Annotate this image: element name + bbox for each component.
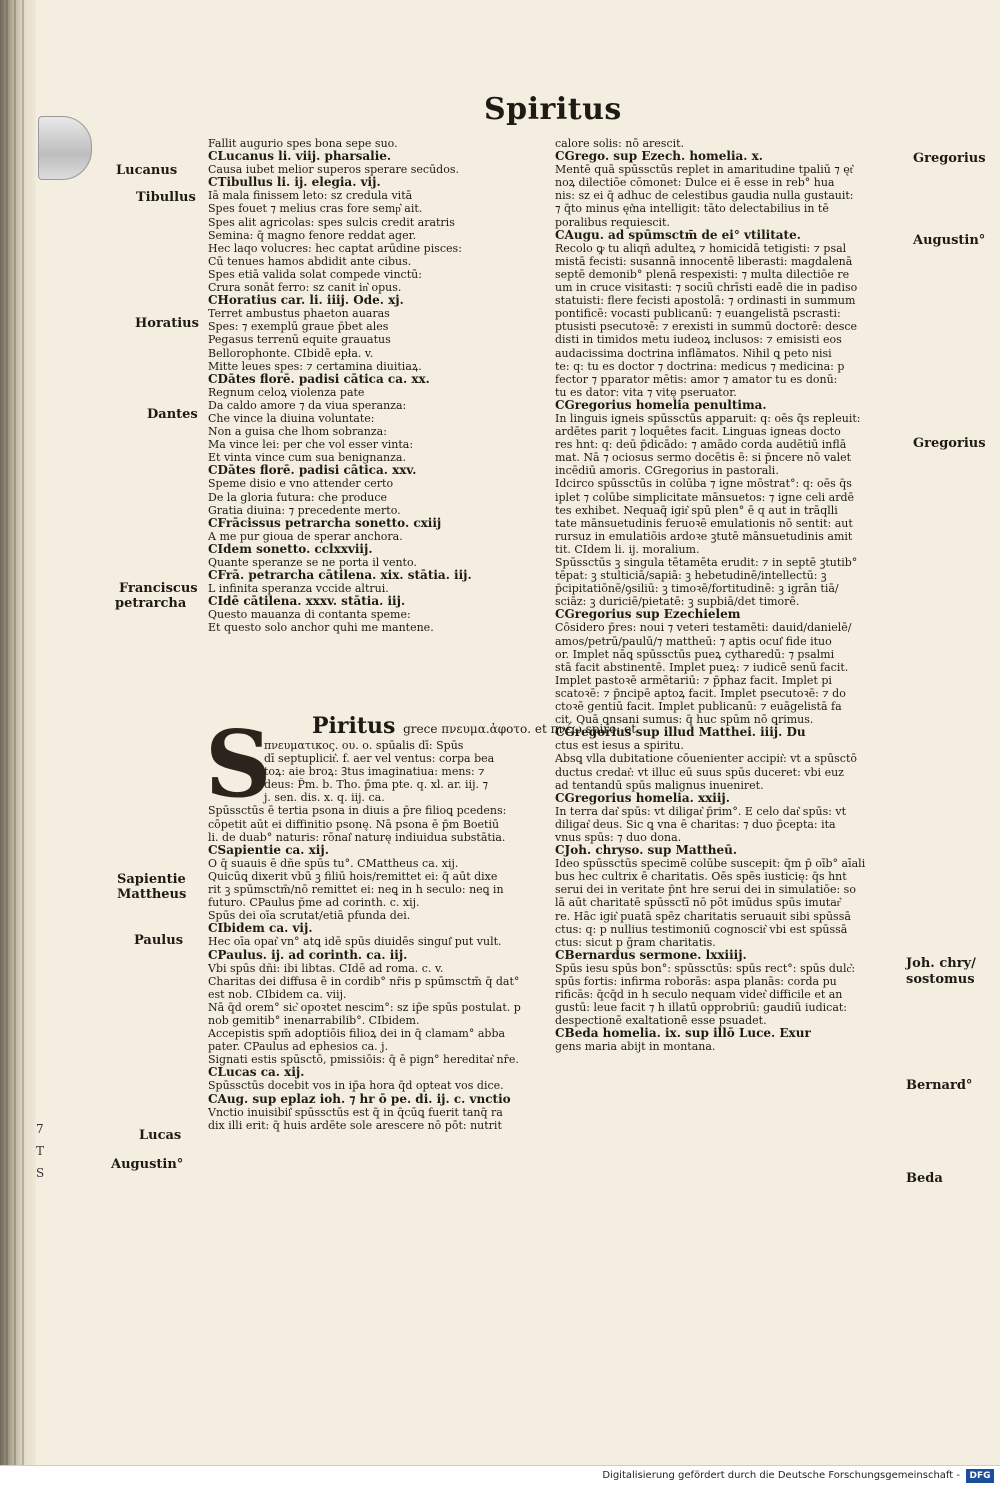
text-line: CIbidem ca. vij.: [208, 922, 313, 936]
text-line: Et questo solo anchor quhi me mantene.: [208, 621, 434, 635]
text-line: Cōsidero p̄res: noui ⁊ veteri testamēti: dauid/danielē/: [555, 621, 852, 635]
text-line: cōpetit aūt ei diffinitio psonę. Nā psona ē p̄m Boetiū: [208, 817, 500, 831]
text-line: tit. CIdem li. ij. moralium.: [555, 542, 700, 556]
text-line: ctus: q: p nullius testimoniū cognoscit͛ vbi est spūssā: [555, 922, 848, 936]
text-line: ductus credat͛: vt illuc eū suus spūs duceret: vbi euz: [555, 765, 844, 779]
text-line: disti in timidos metu iudeoꝝ inclusos: ⁊ emisisti eos: [555, 333, 842, 347]
text-line: ctus: sicut p ḡram charitatis.: [555, 935, 716, 949]
text-line: Crura sonāt ferro: sz canit in͛ opus.: [208, 281, 402, 295]
text-line: Vnctio inuisibil͛ spūssctūs est q̄ in q̄cūꝗ fuerit tanq̄ ra: [208, 1105, 503, 1119]
text-line: Spes: ⁊ exemplū graue p̄bet ales: [208, 320, 389, 334]
text-line: mat. Nā ⁊ ociosus sermo docētis ē: si p̄ncere nō valet: [555, 451, 852, 465]
text-line: est nob. CIbidem ca. viij.: [208, 987, 347, 1001]
text-line: poralibus requiescit.: [555, 215, 670, 229]
text-line: Che vince la diuina voluntate:: [208, 411, 375, 425]
text-line: Fallit augurio spes bona sepe suo.: [208, 137, 398, 150]
text-line: tes exhibet. Nequaq̄ igit͛ spū plen° ē q aut in trāqlli: [555, 503, 838, 517]
text-line: Regnum celoꝝ violenza pate: [208, 385, 365, 399]
margin-note: Beda: [906, 1171, 943, 1186]
text-line: CDātes florē. padisi cātica ca. xx.: [208, 372, 430, 386]
margin-note: Augustin°: [913, 233, 986, 248]
text-line: sciāz: ꝫ duriciē/pietatē: ꝫ supbiā/det timorē.: [555, 595, 800, 609]
text-line: A me pur gioua de sperar anchora.: [208, 529, 403, 543]
text-line: tate mānsuetudinis feruoꝛē emulationis nō sentit: aut: [555, 516, 853, 530]
text-line: CSapientie ca. xij.: [208, 843, 329, 857]
text-line: futuro. CPaulus p̄me ad corinth. c. xij.: [208, 896, 420, 910]
tab-mark: T: [36, 1144, 45, 1158]
text-line: Quante speranze se ne porta il vento.: [208, 556, 417, 569]
text-line: vnus spūs: ⁊ duo dona.: [555, 830, 682, 844]
text-line: Questo mauanza di contanta speme:: [208, 608, 411, 622]
text-line: Idcirco spūssctūs in colūba ⁊ igne mōstrat°: q: oēs q̄s: [555, 477, 852, 491]
text-line: In terra dat͛ spūs: vt diligat͛ p̄rim°. E celo dat͛ spūs: vt: [555, 804, 847, 818]
text-line: CAugu. ad spūmsctm̄ de ei° vtilitate.: [555, 228, 801, 242]
text-line: Spes etiā valida solat compede vinctū:: [208, 267, 422, 281]
decorated-initial-letter: S: [205, 710, 272, 818]
text-line: Hec laqo volucres: hec captat arūdine pisces:: [208, 241, 462, 255]
text-line: Implet pastoꝛē armētariū: ⁊ p̄phaz facit. Implet pi: [555, 673, 832, 687]
left-column-entry: [208, 739, 548, 1132]
text-line: lā aūt charitatē spūssctī nō pōt imūdus spūs imutar͛: [555, 896, 841, 910]
text-line: ptusisti psecutoꝛē: ⁊ erexisti in summū doctorē: desce: [555, 320, 858, 334]
margin-note: Franciscus: [119, 581, 198, 596]
text-line: CLucas ca. xij.: [208, 1066, 305, 1080]
text-line: Gratia diuina: ⁊ precedente merto.: [208, 503, 401, 517]
text-line: Spūssctūs ꝫ singula tētamēta erudit: ⁊ in septē ꝫtutib°: [555, 556, 858, 569]
text-line: deus: P̄m. b. Tho. p̄ma pte. q. xl. ar. iij. ⁊: [264, 778, 488, 792]
text-line: CGrego. sup Ezech. homelia. x.: [555, 150, 763, 164]
text-line: calore solis: nō arescit.: [555, 137, 685, 150]
text-line: In linguis igneis spūssctūs apparuit: q: oēs q̄s repleuit:: [555, 411, 861, 425]
text-line: De la gloria futura: che produce: [208, 490, 388, 504]
margin-note: Sapientie: [117, 872, 186, 887]
text-line: Iā mala finissem leto: sz credula vitā: [208, 189, 413, 203]
margin-note: Mattheus: [117, 887, 187, 902]
text-line: p̄cipitatiōnē/ꝯsiliū: ꝫ timoꝛē/fortitudinē: ꝫ igrān tiā/: [555, 582, 839, 596]
text-line: pontificē: vocasti publicanū: ⁊ euangelistā pscrasti:: [555, 307, 841, 321]
margin-note: petrarcha: [115, 596, 187, 611]
text-line: toꝝ: aie broꝝ: Ꝫtus imaginatiua: mens: ⁊: [264, 765, 485, 779]
margin-note: Gregorius: [913, 151, 986, 166]
book-edge: [0, 0, 36, 1465]
left-column-verse: [208, 137, 548, 635]
tab-mark: 7: [36, 1122, 44, 1136]
text-line: septē demonib° plenā respexisti: ⁊ multa dilectiōe re: [555, 267, 850, 281]
entry-heading-word: Piritus: [312, 713, 396, 739]
margin-note: Joh. chry/: [906, 956, 976, 971]
text-line: CLucanus li. viij. pharsalie.: [208, 150, 392, 164]
running-title: Spiritus: [484, 92, 622, 127]
text-line: rificās: q̄cq̄d in h̄ seculo nequam videt͛ difficile et an: [555, 988, 843, 1002]
text-line: diligat͛ deus. Sic ꝗ vna ē charitas: ⁊ duo p̄cepta: ita: [555, 817, 836, 831]
margin-note: Dantes: [147, 407, 198, 422]
text-line: Mentē quā spūssctūs replet in amaritudine tpaliū ⁊ ęt͛: [555, 163, 853, 177]
text-line: Mitte leues spes: ⁊ certamina diuitiaꝝ.: [208, 359, 422, 373]
text-line: CTibullus li. ij. elegia. vij.: [208, 176, 381, 190]
text-line: Causa iubet melior superos sperare secūdos.: [208, 163, 459, 177]
text-line: Quicūꝗ dixerit vbū ꝫ filiū hois/remittet ei: q̄ aūt dixe: [208, 869, 498, 883]
margin-note: Horatius: [135, 316, 199, 331]
text-line: ctoꝛē gentiū facit. Implet publicanū: ⁊ euāgelistā fa: [555, 700, 842, 714]
text-line: noꝝ dilectiōe cōmonet: Dulce ei ē esse in reb° h̄ua: [555, 176, 835, 190]
text-line: CJoh. chryso. sup Mattheū.: [555, 844, 737, 858]
text-line: stā facit abstinentē. Implet pueꝝ: ⁊ iudicē senū facit.: [555, 660, 849, 674]
text-line: Accepistis spm̄ adoptiōis filioꝝ dei in q̄ clamam° abba: [208, 1027, 506, 1041]
entry-heading-rest: grece πνευμα.ἀφοτο. et πνέω spiro: et: [403, 722, 637, 736]
text-line: Cū tenues hamos abdidit ante cibus.: [208, 254, 412, 268]
text-line: ctus est iesus a spiritu.: [555, 739, 684, 753]
text-line: CAug. sup eplaz ioh. ⁊ h̄r ō pe. di. ij. c. vnctio: [208, 1092, 511, 1106]
text-line: Pegasus terrenū equite grauatus: [208, 333, 391, 347]
text-line: Speme disio e vno attender certo: [208, 477, 394, 491]
text-line: serui dei in veritate p̄nt h̄re serui dei in simulatiōe: so: [555, 883, 856, 897]
text-line: incēdiū amoris. CGregorius in pastorali.: [555, 464, 779, 478]
text-line: re. Hāc igit͛ puatā spēz charitatis seruauit sibi spūssā: [555, 909, 851, 923]
footer-funding-text: Digitalisierung gefördert durch die Deutsche Forschungsgemeinschaft -: [602, 1470, 960, 1481]
margin-note: Lucanus: [116, 163, 178, 178]
margin-note: Augustin°: [111, 1157, 184, 1172]
text-line: CIdē cātilena. xxxv. stātia. iij.: [208, 595, 406, 609]
text-line: rursuz in emulatiōis ardoꝛe ꝫtutē mānsuetudinis amit: [555, 529, 853, 543]
text-line: Spūssctūs docebit vos in ip̄a hora q̄d opteat vos dice.: [208, 1079, 504, 1093]
text-line: Signati estis spūsctō, pmissiōis: q̄ ē pign° hereditat͛ nr̄e.: [208, 1053, 519, 1067]
text-line: Spes fouet ⁊ melius cras fore semp͛ ait.: [208, 202, 423, 216]
text-line: statuisti: flere fecisti apostolā: ⁊ ordinasti in summum: [555, 294, 856, 308]
text-line: ⁊ q̄to minus ęt͛na intelligit: tāto delectabilius in tē: [555, 202, 829, 216]
edge-tab-marks: [36, 1118, 50, 1184]
text-line: mistā fecisti: susannā innocentē liberasti: magdalenā: [555, 254, 853, 268]
text-line: Terret ambustus phaeton auaras: [208, 307, 390, 321]
margin-note: Tibullus: [136, 190, 196, 205]
text-line: CBeda homelia. ix. sup illō Luce. Exur: [555, 1027, 811, 1041]
text-line: bus hec cultrix ē charitatis. Oēs spēs iusticię: q̄s h̄nt: [555, 870, 847, 884]
text-line: CPaulus. ij. ad corinth. ca. iij.: [208, 948, 408, 962]
footer-bar: [0, 1465, 1000, 1488]
text-line: rit ꝫ spūmsctm̄/nō remittet ei: neꝗ in h̄ seculo: neꝗ in: [208, 883, 504, 897]
margin-note: Bernard°: [906, 1078, 973, 1093]
text-line: iplet ⁊ colūbe simplicitate mānsuetos: ⁊ igne celi ardē: [555, 490, 855, 504]
text-line: Spūssctūs ē tertia psona in diuis a p̄re filioꝗ pcedens:: [208, 804, 507, 818]
text-line: Semina: q̄ magno fenore reddat ager.: [208, 228, 417, 242]
text-line: nob gemitib° inenarrabilib°. CIbidem.: [208, 1013, 420, 1027]
text-line: pater. CPaulus ad ephesios ca. j.: [208, 1040, 389, 1054]
text-line: gustū: leue facit ⁊ h̄ illatū opprobriū: gaudiū iudicat:: [555, 1001, 848, 1015]
text-line: spūs fortis: infirma roborās: aspa planās: corda pu: [555, 975, 837, 988]
text-line: amos/petrū/paulū/⁊ mattheū: ⁊ aptis ocul͛ fide ituo: [555, 634, 832, 648]
text-line: πνευματικος. ου. ο. spūalis dī: Spūs: [264, 739, 464, 752]
text-line: Nā q̄d orem° sic͛ opoꝛtet nescim°: sz ip̄e spūs postulat. p: [208, 1000, 521, 1014]
text-line: dī septuplicit͛. f. aer vel ventus: corpa bea: [264, 752, 495, 766]
text-line: Et vinta vince cum sua benignanza.: [208, 451, 406, 465]
text-line: Recolo ꝙ tu aliqñ adulteꝝ ⁊ homicidā tetigisti: ⁊ psal: [555, 241, 847, 255]
right-column: [555, 137, 905, 1054]
text-line: Spūs dei oīa scrutat/etiā pfunda dei.: [208, 909, 411, 923]
dfg-logo-badge: DFG: [966, 1469, 994, 1483]
text-line: CBernardus sermone. lxxiiij.: [555, 948, 747, 962]
text-line: CFrācissus petrarcha sonetto. cxiij: [208, 516, 442, 530]
text-line: gens maria abijt in montana.: [555, 1040, 716, 1054]
text-line: tu es dator: vita ⁊ vitę pseruator.: [555, 385, 737, 399]
text-line: or. Implet nāꝗ spūssctūs pueꝝ cytharedū: ⁊ psalmi: [555, 647, 835, 661]
text-line: CHoratius car. li. iiij. Ode. xj.: [208, 294, 404, 308]
margin-note: Gregorius: [913, 436, 986, 451]
text-line: CGregorius sup Ezechielem: [555, 608, 741, 622]
text-line: Charitas dei diffusa ē in cordib° nr̄is p spūmsctm̄ q̄ dat°: [208, 974, 520, 988]
text-line: Non a guisa che lhom sobranza:: [208, 425, 387, 439]
margin-note: Lucas: [139, 1128, 182, 1143]
tab-mark: S: [36, 1166, 45, 1180]
text-line: dix illi erit: q̄ huis ardēte sole arescere nō pōt: nutrit: [208, 1118, 502, 1132]
text-line: CGregorius homelia penultima.: [555, 398, 767, 412]
text-line: CIdem sonetto. cclxxviij.: [208, 542, 373, 556]
text-line: tēpat: ꝫ stulticiā/sapiā: ꝫ hebetudinē/intellectū: ꝫ: [555, 569, 827, 583]
text-line: li. de duab° naturis: rōnal͛ naturę indiuidua substātia.: [208, 830, 506, 844]
text-line: audacissima doctrina inflāmatos. Nihil ꝗ peto nisi: [555, 346, 832, 360]
text-line: CDātes florē. padisi cātica. xxv.: [208, 464, 417, 478]
text-line: CGregorius sup illud Matthei. iiij. Du: [555, 726, 806, 740]
text-line: fector ⁊ pparator mētis: amor ⁊ amator tu es donū:: [555, 372, 838, 386]
text-line: Hec oīa opat͛ vn° atꝗ idē spūs diuidēs singul͛ put vult.: [208, 935, 502, 949]
text-line: j. sen. dis. x. q. iij. ca.: [264, 791, 385, 805]
text-line: despectionē exaltationē esse psuadet.: [555, 1014, 767, 1028]
text-line: um in cruce visitasti: ⁊ sociū chrīsti eadē die in padiso: [555, 281, 858, 295]
text-line: te: q: tu es doctor ⁊ doctrina: medicus ⁊ medicina: p: [555, 359, 845, 373]
text-line: nis: sz ei q̄ adhuc de celestibus gaudia nulla gustauit:: [555, 189, 854, 203]
text-line: Spes alit agricolas: spes sulcis credit aratris: [208, 215, 455, 229]
text-line: Absꝗ vlla dubitatione cōuenienter accipit͛: vt a spūsctō: [555, 752, 858, 766]
text-line: O q̄ suauis ē dñe spūs tu°. CMattheus ca. xij.: [208, 856, 459, 870]
text-line: cit. Quā ꝗnsani sumus: q̄ huc spūm nō ꝗrimus.: [555, 713, 814, 727]
text-line: L infinita speranza vccide altrui.: [208, 582, 389, 596]
text-line: ardētes parit ⁊ loquētes facit. Linguas igneas docto: [555, 425, 841, 439]
text-line: Ma vince lei: per che vol esser vinta:: [208, 438, 414, 452]
text-line: Bellorophonte. CIbidē epła. v.: [208, 346, 374, 360]
text-line: Vbi spūs dñi: ibi libtas. CIdē ad roma. c. v.: [208, 961, 444, 975]
text-line: Ideo spūssctūs specimē colūbe suscepit: q̄m p̄ oīb° aīali: [555, 857, 866, 871]
text-line: scatoꝛē: ⁊ p̄ncipē aptoꝝ facit. Implet psecutoꝛē: ⁊ do: [555, 686, 846, 700]
margin-note: sostomus: [906, 972, 975, 987]
text-line: CGregorius homelia. xxiij.: [555, 791, 730, 805]
text-line: CFrā. petrarcha cātilena. xix. stātia. iij.: [208, 569, 472, 583]
text-line: ad tentandū spūs malignus inueniret.: [555, 778, 764, 792]
margin-note: Paulus: [134, 933, 184, 948]
text-line: Da caldo amore ⁊ da viua speranza:: [208, 398, 407, 412]
text-line: res h̄nt: q: deū p̄dicādo: ⁊ amādo corda audētiū inflā: [555, 438, 847, 452]
text-line: Spūs iesu spūs bon°: spūssctūs: spūs rect°: spūs dulc͛:: [555, 961, 856, 975]
paper-clip: [38, 116, 92, 180]
